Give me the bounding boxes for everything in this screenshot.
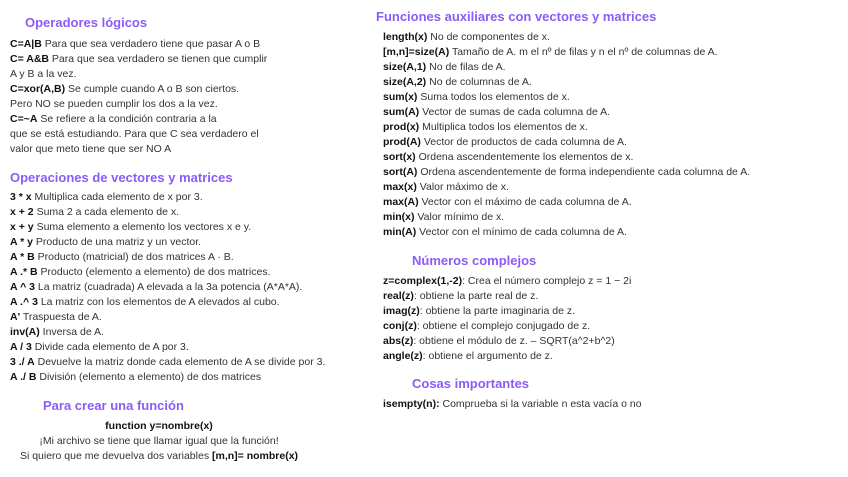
description: Producto de una matriz y un vector. (32, 236, 202, 248)
text-line (383, 334, 615, 349)
term: conj(z) (383, 320, 417, 332)
term: [m,n]=size(A) (383, 46, 450, 58)
text-line (383, 60, 506, 75)
text-line (10, 142, 171, 157)
term: min(A) (383, 226, 417, 238)
text-line (383, 319, 590, 334)
text-line (10, 295, 280, 310)
term: min(x) (383, 211, 415, 223)
term: length(x) (383, 31, 428, 43)
term: angle(z) (383, 350, 423, 362)
term: A * B (10, 251, 35, 263)
term: C=xor(A,B) (10, 83, 66, 95)
term: prod(A) (383, 136, 421, 148)
text-line (10, 52, 267, 67)
text-line (383, 289, 538, 304)
text-line (383, 349, 553, 364)
description: : obtiene la parte real de z. (413, 290, 539, 302)
text-line (10, 355, 325, 370)
text-line (383, 105, 610, 120)
text-line (10, 205, 179, 220)
heading-operaciones: Operaciones de vectores y matrices (10, 170, 233, 185)
text-line (10, 220, 251, 235)
description: : obtiene la parte imaginaria de z. (419, 305, 576, 317)
text-line (383, 195, 632, 210)
term: A .^ 3 (10, 296, 38, 308)
description: Suma elemento a elemento los vectores x e y. (33, 221, 252, 233)
term: isempty(n): (383, 398, 440, 410)
term: inv(A) (10, 326, 40, 338)
term: abs(z) (383, 335, 414, 347)
text-line (10, 190, 203, 205)
term: A' (10, 311, 21, 323)
term: C= A&B (10, 53, 49, 65)
description: Divide cada elemento de A por 3. (31, 341, 189, 353)
term: sum(x) (383, 91, 418, 103)
text-line (383, 90, 570, 105)
text-line (10, 280, 302, 295)
description: Ordena ascendentemente de forma independiente cada columna de A. (417, 166, 751, 178)
text-line (10, 325, 104, 340)
text-line (10, 67, 77, 82)
description: Ordena ascendentemente los elementos de x. (415, 151, 634, 163)
heading-crear-funcion: Para crear una función (43, 398, 184, 413)
description: Valor mínimo de x. (414, 211, 505, 223)
text-line (10, 310, 102, 325)
description: No de filas de A. (426, 61, 506, 73)
description: : obtiene el argumento de z. (422, 350, 553, 362)
term: prod(x) (383, 121, 420, 133)
description: Devuelve la matriz donde cada elemento de A se divide por 3. (34, 356, 326, 368)
text-line (10, 235, 201, 250)
heading-numeros-complejos: Números complejos (412, 253, 537, 268)
description: Multiplica todos los elementos de x. (419, 121, 588, 133)
term: C=A|B (10, 38, 42, 50)
term: sum(A) (383, 106, 420, 118)
function-syntax: function y=nombre(x) (105, 420, 213, 432)
term: imag(z) (383, 305, 420, 317)
term: A * y (10, 236, 33, 248)
term: 3 ./ A (10, 356, 35, 368)
term: max(x) (383, 181, 417, 193)
heading-operadores-logicos: Operadores lógicos (25, 15, 148, 30)
description: División (elemento a elemento) de dos matrices (36, 371, 262, 383)
text-line (383, 75, 532, 90)
text-line (10, 265, 271, 280)
text-line (383, 210, 504, 225)
text-line (383, 30, 550, 45)
description: Suma todos los elementos de x. (417, 91, 570, 103)
description: Tamaño de A. m el nº de filas y n el nº de columnas de A. (449, 46, 718, 58)
term: x + 2 (10, 206, 34, 218)
description: Multiplica cada elemento de x por 3. (31, 191, 203, 203)
description: : obtiene el módulo de z. – SQRT(a^2+b^2) (413, 335, 615, 347)
term: 3 * x (10, 191, 32, 203)
text-line (383, 304, 575, 319)
term: real(z) (383, 290, 414, 302)
text-line (10, 82, 239, 97)
description: Se cumple cuando A o B son ciertos. (65, 83, 240, 95)
text-line (383, 274, 631, 289)
text-line (383, 397, 642, 412)
description: : obtiene el complejo conjugado de z. (416, 320, 591, 332)
description: No de columnas de A. (426, 76, 532, 88)
description: Suma 2 a cada elemento de x. (33, 206, 179, 218)
heading-cosas-importantes: Cosas importantes (412, 376, 530, 391)
description: Pero NO se pueden cumplir los dos a la vez. (10, 98, 218, 110)
term: sort(A) (383, 166, 418, 178)
description: Traspuesta de A. (20, 311, 102, 323)
term: C=~A (10, 113, 38, 125)
description: Comprueba si la variable n esta vacía o no (439, 398, 642, 410)
text-line (10, 340, 189, 355)
description: valor que meto tiene que ser NO A (10, 143, 172, 155)
description: Vector de sumas de cada columna de A. (419, 106, 611, 118)
text-line (383, 225, 627, 240)
term: A ./ B (10, 371, 37, 383)
description: A y B a la vez. (10, 68, 77, 80)
text-line (383, 150, 633, 165)
text-line (10, 37, 260, 52)
description: Vector de productos de cada columna de A. (420, 136, 627, 148)
description: Inversa de A. (39, 326, 104, 338)
description: Se refiere a la condición contraria a la (37, 113, 217, 125)
text-line (383, 180, 509, 195)
term: A / 3 (10, 341, 32, 353)
description: : Crea el número complejo z = 1 − 2i (462, 275, 632, 287)
description: Producto (matricial) de dos matrices A · B. (34, 251, 234, 263)
text-line (383, 135, 627, 150)
description: No de componentes de x. (427, 31, 550, 43)
description: Para que sea verdadero se tienen que cumplir (49, 53, 268, 65)
term: size(A,1) (383, 61, 427, 73)
function-note-two-vars: Si quiero que me devuelva dos variables [m,n]= nombre(x) (19, 450, 299, 462)
heading-funciones-auxiliares: Funciones auxiliares con vectores y matrices (376, 9, 657, 24)
text-line (383, 165, 750, 180)
text-line (10, 112, 217, 127)
text-line (383, 120, 588, 135)
text-line (10, 250, 234, 265)
description: Vector con el máximo de cada columna de A. (418, 196, 632, 208)
function-note-filename: ¡Mi archivo se tiene que llamar igual que la función! (39, 435, 279, 447)
text-line (383, 45, 718, 60)
text-line (10, 127, 259, 142)
term: max(A) (383, 196, 419, 208)
description: Para que sea verdadero tiene que pasar A o B (41, 38, 261, 50)
text-line (10, 370, 261, 385)
description: La matriz (cuadrada) A elevada a la 3a potencia (A*A*A). (35, 281, 303, 293)
term: A .* B (10, 266, 38, 278)
description: Vector con el mínimo de cada columna de A. (416, 226, 627, 238)
description: Valor máximo de x. (416, 181, 509, 193)
term: A ^ 3 (10, 281, 35, 293)
term: z=complex(1,-2) (383, 275, 463, 287)
text-line (10, 97, 218, 112)
description: La matriz con los elementos de A elevados al cubo. (37, 296, 280, 308)
term: sort(x) (383, 151, 416, 163)
term: x + y (10, 221, 34, 233)
term: size(A,2) (383, 76, 427, 88)
description: Producto (elemento a elemento) de dos matrices. (37, 266, 271, 278)
description: que se está estudiando. Para que C sea verdadero el (10, 128, 259, 140)
